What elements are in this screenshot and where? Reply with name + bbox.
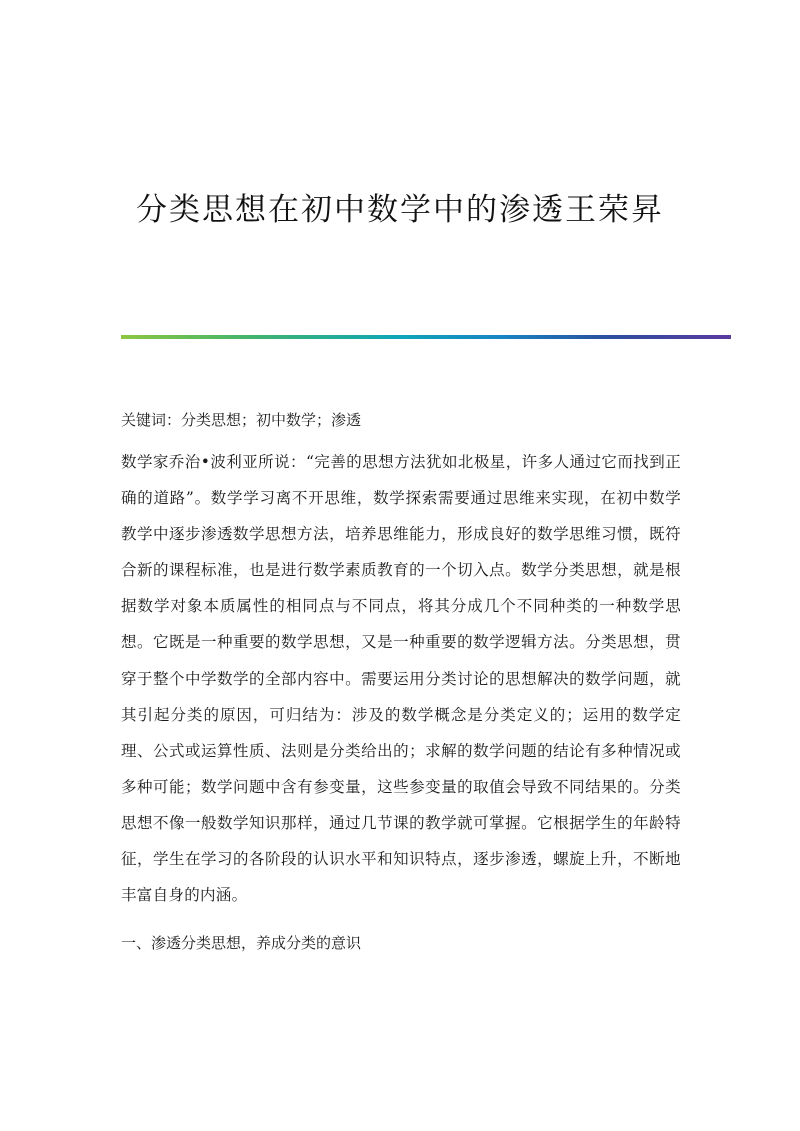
keywords-line: 关键词：分类思想；初中数学；渗透 xyxy=(121,411,362,429)
body-paragraph: 数学家乔治•波利亚所说：“完善的思想方法犹如北极星，许多人通过它而找到正确的道路”。数学学习离不开思维，数学探索需要通过思维来实现，在初中数学教学中逐步渗透数学思想方法，培养思维能力，形成良好的数学思维习惯，既符合新的课程标准，也是进行数学素质教育的一个切入点。数学分类思想，就是根据数学对象本质属性的相同点与不同点，将其分成几个不同种类的一种数学思想。它既是一种重要的数学思想，又是一种重要的数学逻辑方法。分类思想，贯穿于整个中学数学的全部内容中。需要运用分类讨论的思想解决的数学问题，就其引起分类的原因，可归结为：涉及的数学概念是分类定义的；运用的数学定理、公式或运算性质、法则是分类给出的；求解的数学问题的结论有多种情况或多种可能；数学问题中含有参变量，这些参变量的取值会导致不同结果的。分类思想不像一般数学知识那样，通过几节课的教学就可掌握。它根据学生的年龄特征，学生在学习的各阶段的认识水平和知识特点，逐步渗透，螺旋上升，不断地丰富自身的内涵。 xyxy=(121,453,681,905)
title-divider xyxy=(121,335,731,339)
document-title: 分类思想在初中数学中的渗透王荣昇 xyxy=(136,192,664,228)
document-body xyxy=(121,402,681,961)
section-heading: 一、渗透分类思想，养成分类的意识 xyxy=(121,934,362,953)
